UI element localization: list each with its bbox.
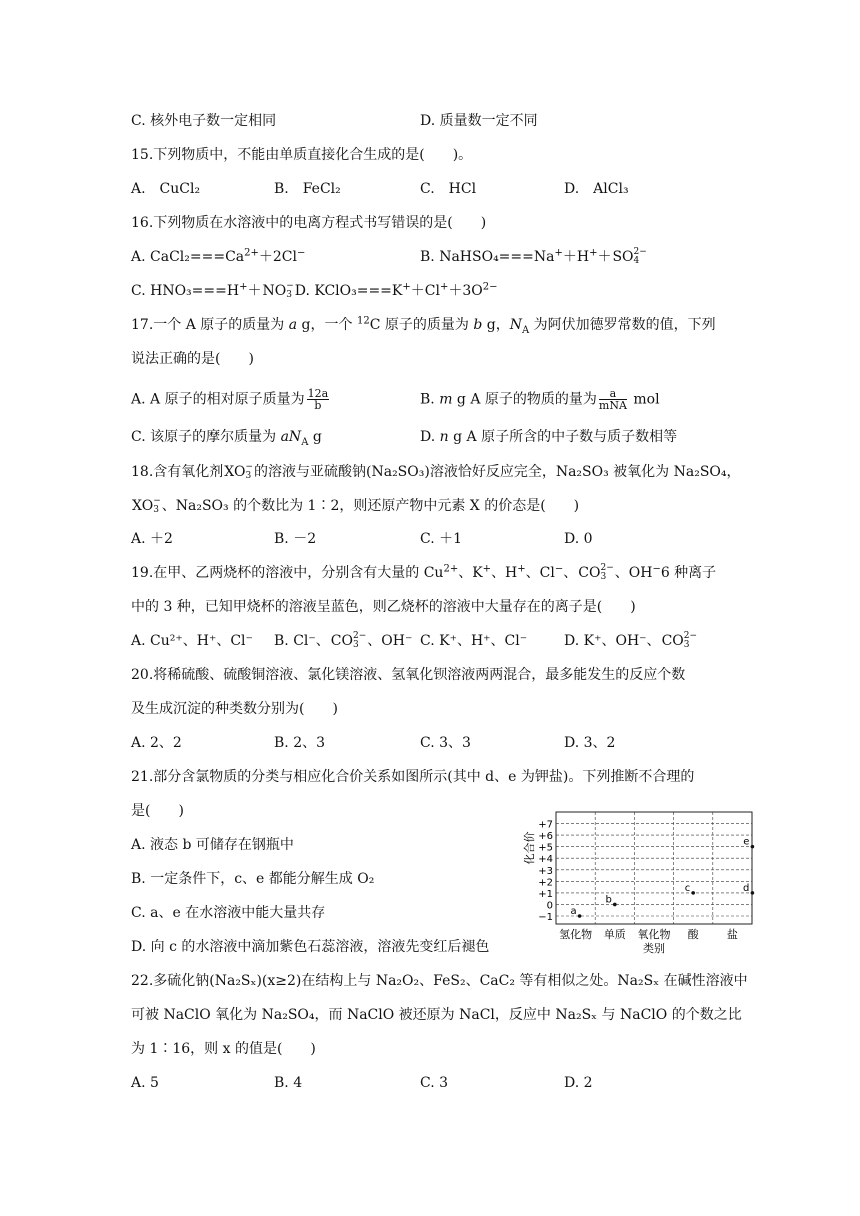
q22-option-b: B. 4 bbox=[274, 1075, 303, 1091]
q17-option-c: C. 该原子的摩尔质量为 $aN_A$ g bbox=[131, 429, 322, 448]
q14-option-c: C. 核外电子数一定相同 bbox=[131, 113, 277, 129]
x-category-label: 单质 bbox=[603, 928, 626, 941]
q16-option-b: B. NaHSO₄===Na+＋H+＋SO 2− 4 bbox=[420, 247, 647, 266]
y-tick-label: +1 bbox=[538, 888, 553, 900]
q20-option-a: A. 2、2 bbox=[131, 735, 182, 751]
q21-option-c: C. a、e 在水溶液中能大量共存 bbox=[131, 905, 326, 921]
data-point-b bbox=[613, 903, 617, 907]
q18-stem-line1: 18.含有氧化剂XO − 3 的溶液与亚硫酸钠(Na₂SO₃)溶液恰好反应完全，Na₂SO₃ 被氧化为 Na₂SO₄， bbox=[131, 462, 741, 481]
y-tick-label: +7 bbox=[538, 819, 553, 831]
q20-stem-line2: 及生成沉淀的种类数分别为( ) bbox=[131, 701, 338, 717]
y-tick-label: 0 bbox=[546, 900, 553, 912]
q21-option-b: B. 一定条件下，c、e 都能分解生成 O₂ bbox=[131, 871, 375, 887]
y-tick-label: −1 bbox=[538, 912, 553, 923]
q19-option-a: A. Cu²⁺、H⁺、Cl⁻ bbox=[131, 633, 253, 649]
q22-stem-line1: 22.多硫化钠(Na₂Sₓ)(x≥2)在结构上与 Na₂O₂、FeS₂、CaC₂ 等有相似之处。Na₂Sₓ 在碱性溶液中 bbox=[131, 973, 748, 989]
y-tick-labels bbox=[538, 820, 553, 923]
q15-option-d: D. AlCl₃ bbox=[564, 181, 629, 197]
q22-stem-line2: 可被 NaClO 氧化为 Na₂SO₄，而 NaClO 被还原为 NaCl，反应中 Na₂Sₓ 与 NaClO 的个数之比 bbox=[131, 1007, 742, 1023]
q16-option-a: A. $CaCl_2===Ca^{2+}+2Cl^-$ bbox=[131, 247, 306, 265]
carbonate-ion: CO 2− 3 bbox=[661, 631, 698, 650]
q18-option-d: D. 0 bbox=[564, 531, 593, 547]
data-point-label: b bbox=[605, 894, 612, 906]
q20-option-b: B. 2、3 bbox=[274, 735, 326, 751]
y-tick-label: +6 bbox=[538, 831, 553, 843]
q19-option-c: C. K⁺、H⁺、Cl⁻ bbox=[420, 633, 528, 649]
xo3-ion: XO − 3 bbox=[224, 462, 254, 481]
q18-option-b: B. －2 bbox=[274, 531, 317, 547]
q17-option-d: D. n g A 原子所含的中子数与质子数相等 bbox=[420, 429, 678, 445]
q16-stem: 16.下列物质在水溶液中的电离方程式书写错误的是( ) bbox=[131, 215, 487, 231]
q21-option-a: A. 液态 b 可储存在钢瓶中 bbox=[131, 837, 294, 853]
q18-option-a: A. ＋2 bbox=[131, 531, 173, 547]
y-tick-label: +2 bbox=[538, 877, 553, 889]
q17-stem-line1: 17.一个 A 原子的质量为 a g，一个 $^{12}$C 原子的质量为 b g，$N_A$ 为阿伏加德罗常数的值，下列 bbox=[131, 315, 716, 336]
q19-option-b: B. Cl⁻、CO 2− 3 、OH⁻ bbox=[274, 631, 413, 650]
data-point-a bbox=[578, 914, 582, 918]
x-category-label: 盐 bbox=[726, 928, 738, 941]
q15-option-a: A. CuCl₂ bbox=[131, 181, 201, 197]
y-axis-label: 化合价 bbox=[523, 831, 536, 865]
carbonate-ion: CO 2− 3 bbox=[578, 563, 614, 582]
data-point-label: c bbox=[684, 882, 691, 894]
data-point-label: d bbox=[743, 882, 750, 894]
q14-option-d: D. 质量数一定不同 bbox=[420, 113, 538, 129]
q19-stem-line2: 中的 3 种，已知甲烧杯的溶液呈蓝色，则乙烧杯的溶液中大量存在的离子是( ) bbox=[131, 599, 636, 615]
x-axis-label: 类别 bbox=[643, 942, 665, 955]
q20-stem-line1: 20.将稀硫酸、硫酸铜溶液、氯化镁溶液、氢氧化钡溶液两两混合，最多能发生的反应个数 bbox=[131, 667, 686, 683]
q15-stem: 15.下列物质中，不能由单质直接化合生成的是( )。 bbox=[131, 147, 473, 163]
q15-option-c: C. HCl bbox=[420, 181, 477, 197]
q19-stem-line1: 19.在甲、乙两烧杯的溶液中，分别含有大量的 $Cu^{2+}$、K+、H+、Cl−、CO 2− 3 、OH−6 种离子 bbox=[131, 563, 717, 582]
y-tick-label: +5 bbox=[538, 842, 553, 854]
q18-stem-line2: XO − 3 、Na₂SO₃ 的个数比为 1∶2，则还原产物中元素 X 的价态是( ) bbox=[132, 496, 580, 515]
carbonate-ion: CO 2− 3 bbox=[330, 631, 367, 650]
y-tick-label: +3 bbox=[538, 865, 553, 877]
plot-frame bbox=[556, 812, 752, 924]
q21-stem-line1: 21.部分含氯物质的分类与相应化合价关系如图所示(其中 d、e 为钾盐)。下列推断不合理的 bbox=[131, 769, 695, 785]
chlorine-valence-chart bbox=[523, 806, 758, 956]
q16-options-cd: C. HNO₃===H+＋NO − 3 D. $KClO_3===K^++Cl^++3O^{2-}$ bbox=[131, 281, 498, 300]
q22-option-c: C. 3 bbox=[420, 1075, 449, 1091]
data-points bbox=[570, 837, 754, 918]
q18-option-c: C. ＋1 bbox=[420, 531, 463, 547]
q20-option-c: C. 3、3 bbox=[420, 735, 471, 751]
x-category-labels bbox=[559, 927, 738, 941]
q17-option-b: B. m g A 原子的物质的量为 $\frac{a}{\text{mNA}}$ mol bbox=[420, 387, 660, 412]
q22-stem-line3: 为 1∶16，则 x 的值是( ) bbox=[131, 1041, 316, 1057]
q19-option-d: D. K⁺、OH⁻、CO 2− 3 bbox=[564, 631, 698, 650]
q21-option-d: D. 向 c 的水溶液中滴加紫色石蕊溶液，溶液先变红后褪色 bbox=[131, 939, 490, 955]
q17-option-a: A. A 原子的相对原子质量为 $\frac{12a}{b}$ bbox=[131, 387, 329, 412]
data-point-label: e bbox=[743, 836, 750, 848]
q20-option-d: D. 3、2 bbox=[564, 735, 616, 751]
q21-stem-line2: 是( ) bbox=[131, 803, 184, 819]
q22-option-d: D. 2 bbox=[564, 1075, 593, 1091]
fraction: $\frac{a}{\text{mNA}}$ bbox=[598, 387, 627, 412]
data-point-d bbox=[751, 891, 755, 895]
sulfate-ion: SO 2− 4 bbox=[612, 247, 647, 266]
data-point-e bbox=[751, 845, 755, 849]
y-tick-label: +4 bbox=[538, 854, 553, 866]
x-category-label: 酸 bbox=[687, 928, 699, 941]
q17-stem-line2: 说法正确的是( ) bbox=[131, 351, 254, 367]
nitrate-ion: NO − 3 bbox=[262, 281, 294, 300]
x-category-label: 氧化物 bbox=[637, 928, 671, 941]
q15-option-b: B. FeCl₂ bbox=[274, 181, 341, 197]
data-point-c bbox=[691, 891, 695, 895]
data-point-label: a bbox=[570, 906, 577, 917]
xo3-ion: XO − 3 bbox=[132, 496, 161, 515]
fraction: $\frac{12a}{b}$ bbox=[307, 387, 329, 412]
x-category-label: 氢化物 bbox=[559, 928, 593, 941]
chart-grid bbox=[556, 812, 752, 924]
q22-option-a: A. 5 bbox=[131, 1075, 159, 1091]
